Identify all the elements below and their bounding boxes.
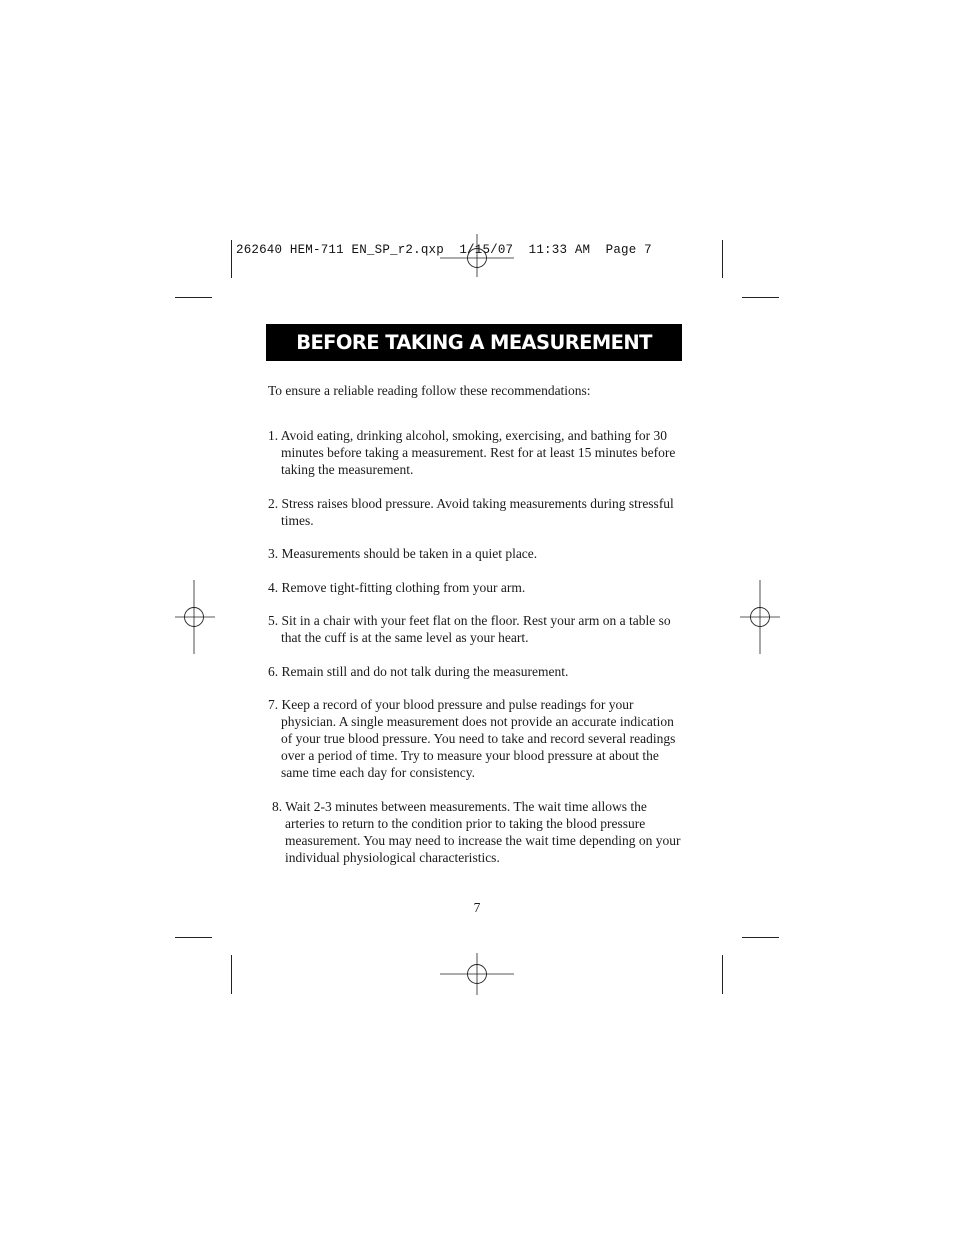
list-item: 6. Remain still and do not talk during the measurement.	[268, 663, 569, 679]
registration-mark-right	[739, 579, 781, 655]
print-slug-line: 262640 HEM-711 EN_SP_r2.qxp 1/15/07 11:33 AM Page 7	[236, 243, 652, 257]
crop-mark-top-right-horizontal	[742, 297, 779, 298]
recommendation-list	[268, 427, 688, 866]
crop-mark-bottom-left-vertical	[231, 955, 232, 994]
page-number: 7	[473, 900, 481, 915]
registration-mark-bottom	[438, 952, 516, 996]
list-item: 7. Keep a record of your blood pressure and pulse readings for your physician. A single measurement does not provide an accurate indication of your true blood pressure. You need to take and record several readings over a period of time. Try to measure your blood pressure at about the same time each day for consistency.	[268, 697, 676, 780]
crop-mark-bottom-right-vertical	[722, 955, 723, 994]
list-item: 3. Measurements should be taken in a quiet place.	[268, 546, 538, 561]
registration-mark-left	[174, 579, 216, 655]
list-item: 5. Sit in a chair with your feet flat on the floor. Rest your arm on a table so that the cuff is at the same level as your heart.	[268, 613, 671, 645]
list-item: 8. Wait 2-3 minutes between measurements. The wait time allows the arteries to return to the condition prior to taking the blood pressure measurement. You may need to increase the wait time depending on your individual physiological characteristics.	[272, 798, 681, 865]
crop-mark-bottom-left-horizontal	[175, 937, 212, 938]
page-title: BEFORE TAKING A MEASUREMENT	[296, 331, 652, 354]
list-item: 1. Avoid eating, drinking alcohol, smoking, exercising, and bathing for 30 minutes before taking a measurement. Rest for at least 15 minutes before taking the measurement.	[268, 428, 676, 477]
section-title-bar	[266, 324, 682, 361]
page-content	[268, 382, 688, 882]
crop-mark-bottom-right-horizontal	[742, 937, 779, 938]
crop-mark-top-right-vertical	[722, 240, 723, 278]
crop-mark-top-left-horizontal	[175, 297, 212, 298]
intro-text: To ensure a reliable reading follow these recommendations:	[268, 383, 591, 398]
registration-mark-top	[438, 230, 516, 278]
list-item: 4. Remove tight-fitting clothing from your arm.	[268, 579, 526, 595]
crop-mark-top-left-vertical	[231, 240, 232, 278]
list-item: 2. Stress raises blood pressure. Avoid taking measurements during stressful times.	[268, 495, 674, 528]
